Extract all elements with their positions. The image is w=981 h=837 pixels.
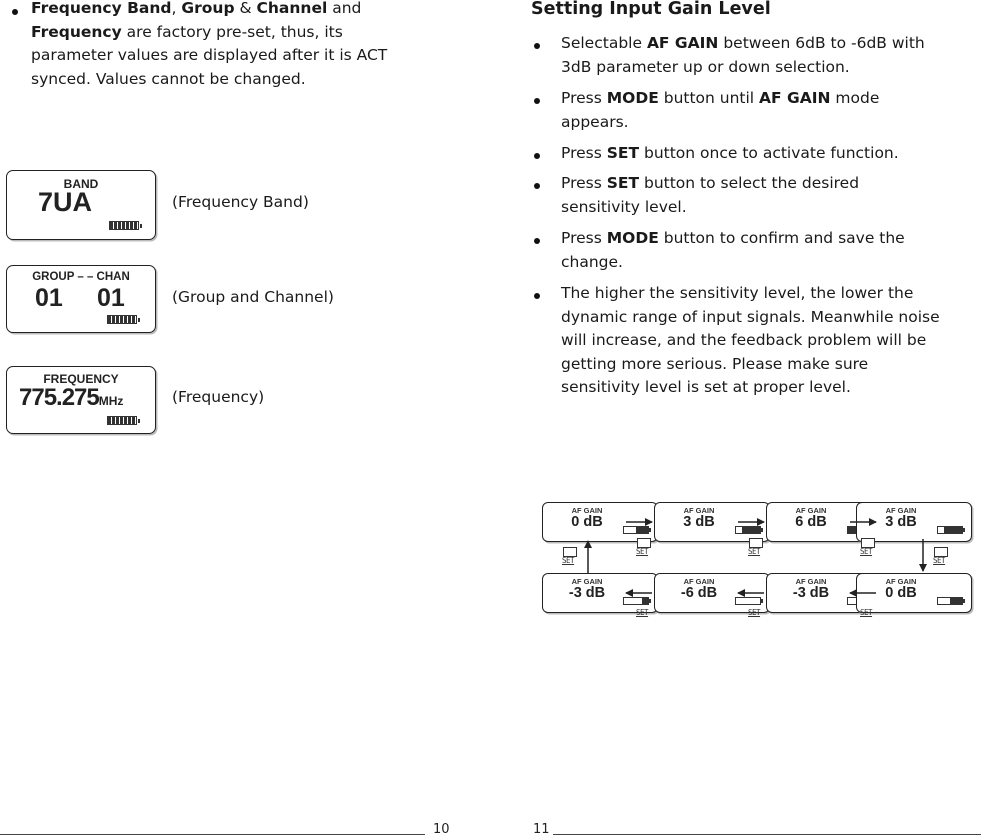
right-footer-rule (553, 834, 981, 835)
set-button-icon: SET (861, 538, 875, 558)
bullet-icon (534, 183, 540, 189)
gain-caption: AF GAIN (885, 506, 917, 515)
bullet-gain-range: Selectable AF GAIN between 6dB to -6dB with 3dB parameter up or down selection. (561, 34, 925, 76)
bullet-sensitivity-note: The higher the sensitivity level, the lower the dynamic range of input signals. Meanwhile noise will increase, and the feedback problem will be getting more serious. Please make sure sensitivity level is set at proper level. (561, 284, 940, 396)
bullet-press-mode: Press MODE button until AF GAIN mode appears. (561, 89, 880, 131)
gain-value: 3 dB (683, 514, 715, 530)
gain-value: 0 dB (571, 514, 603, 530)
gain-caption: AF GAIN (795, 506, 827, 515)
set-button-icon: SET (749, 538, 763, 558)
bullet-press-mode-save: Press MODE button to confirm and save the change. (561, 229, 905, 271)
set-button-icon: SET (637, 538, 651, 558)
bullet-icon (534, 153, 540, 159)
gain-cycle-arrows (530, 495, 980, 625)
bullet-press-set-once: Press SET button once to activate function. (561, 144, 899, 162)
band-label: (Frequency Band) (172, 193, 309, 211)
frequency-value: 775.275 (19, 384, 99, 411)
gain-value: -3 dB (792, 585, 830, 601)
frequency-caption: FREQUENCY (43, 372, 119, 386)
channel-value: 01 (97, 284, 125, 312)
group-value: 01 (35, 284, 63, 312)
band-display (6, 170, 156, 240)
intro-paragraph: Frequency Band, Group & Channel and Frequency are factory pre-set, thus, its parameter values are displayed after it is ACT synced. Values cannot be changed. (31, 0, 388, 88)
gain-caption: AF GAIN (795, 577, 827, 586)
set-button-icon: SET (860, 608, 873, 617)
bullet-icon (534, 43, 540, 49)
set-button-icon: SET (934, 547, 948, 567)
band-value: 7UA (37, 187, 92, 217)
section-heading: Setting Input Gain Level (531, 0, 771, 19)
group-channel-label: (Group and Channel) (172, 288, 334, 306)
frequency-value-wrap (19, 384, 123, 412)
bullet-icon (12, 9, 18, 15)
battery-icon (107, 416, 137, 425)
gain-caption: AF GAIN (683, 577, 715, 586)
gain-value: 3 dB (885, 514, 917, 530)
frequency-display (6, 366, 156, 434)
frequency-label: (Frequency) (172, 388, 265, 406)
group-channel-display (6, 265, 156, 333)
right-page-number: 11 (533, 822, 550, 837)
bullet-press-set-select: Press SET button to select the desired sensitivity level. (561, 174, 860, 216)
gain-value: 0 dB (885, 585, 917, 601)
battery-icon (107, 315, 137, 324)
gain-caption: AF GAIN (571, 506, 603, 515)
set-button-icon: SET (636, 608, 649, 617)
group-channel-caption: GROUP – – CHAN (32, 271, 130, 283)
gain-value: -3 dB (568, 585, 606, 601)
gain-value: -6 dB (680, 585, 718, 601)
gain-value: 6 dB (795, 514, 827, 530)
bullet-icon (534, 293, 540, 299)
gain-caption: AF GAIN (885, 577, 917, 586)
set-button-icon: SET (563, 547, 577, 567)
battery-icon (109, 221, 139, 230)
left-footer-rule (0, 834, 425, 835)
set-button-icon: SET (748, 608, 761, 617)
gain-caption: AF GAIN (571, 577, 603, 586)
frequency-unit: MHz (98, 394, 124, 408)
bullet-icon (534, 98, 540, 104)
gain-caption: AF GAIN (683, 506, 715, 515)
left-page-number: 10 (433, 822, 450, 837)
bullet-icon (534, 238, 540, 244)
band-caption: BAND (63, 177, 99, 191)
